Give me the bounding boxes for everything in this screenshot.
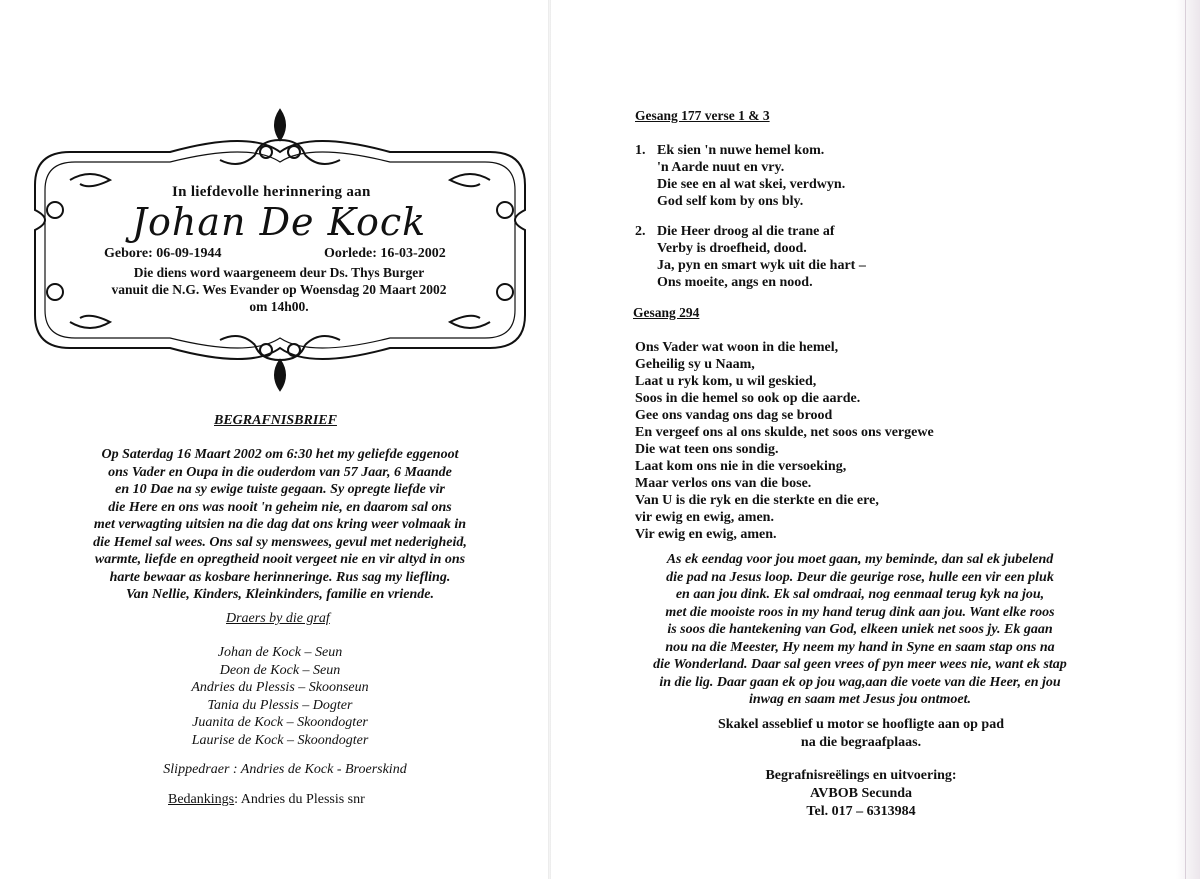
birth-date: Gebore: 06-09-1944	[104, 246, 222, 261]
verse-line: Ek sien 'n nuwe hemel kom.	[657, 143, 825, 158]
bearer: Laurise de Kock – Skoondogter	[191, 732, 369, 748]
verse-line: Die see en al wat skei, verdwyn.	[657, 177, 846, 192]
undertaker-line: Tel. 017 – 6313984	[806, 804, 916, 819]
poem-line: As ek eendag voor jou moet gaan, my beminde, dan sal ek jubelend	[666, 552, 1054, 567]
letter-line: Van Nellie, Kinders, Kleinkinders, familie en vriende.	[125, 587, 434, 602]
poem-line: die Wonderland. Daar sal geen vrees of pyn meer wees nie, want ek stap	[653, 657, 1067, 672]
prayer-line: Gee ons vandag ons dag se brood	[635, 408, 833, 423]
prayer-line: En vergeef ons al ons skulde, net soos ons vergewe	[635, 425, 934, 440]
letter-line: Op Saterdag 16 Maart 2002 om 6:30 het my geliefde eggenoot	[101, 447, 459, 462]
verse-line: Die Heer droog al die trane af	[657, 224, 835, 239]
prayer-line: Soos in die hemel so ook op die aarde.	[635, 391, 861, 406]
letter-line: die Here en ons was nooit 'n geheim nie, en daarom sal ons	[108, 499, 452, 515]
paper-edge	[1176, 0, 1200, 879]
verse-2	[635, 223, 955, 291]
bearers-title: Draers by die graf	[226, 611, 330, 626]
prayer-line: Vir ewig en ewig, amen.	[635, 527, 777, 542]
undertaker-line: AVBOB Secunda	[809, 786, 913, 801]
slip-bearer: Slippedraer : Andries de Kock - Broerskind	[163, 762, 407, 777]
letter-line: warmte, liefde en opregtheid nooit vergeet nie en vir altyd in ons	[94, 552, 466, 567]
prayer-line: Laat kom ons nie in die versoeking,	[635, 459, 847, 474]
prayer-line: Die wat teen ons sondig.	[635, 442, 779, 457]
paper-edge-line	[1185, 0, 1186, 879]
letter-line: met verwagting uitsien na die dag dat ons kring weer volmaak in	[93, 517, 467, 532]
ornamental-frame	[20, 100, 540, 400]
bearer: Andries du Plessis – Skoonseun	[191, 680, 369, 695]
service-line: om 14h00.	[249, 299, 309, 314]
death-date: Oorlede: 16-03-2002	[324, 246, 446, 261]
bearer: Johan de Kock – Seun	[217, 645, 343, 660]
undertaker-info	[711, 767, 1011, 821]
poem-line: is soos die hantekening van God, elkeen uniek net soos jy. Ek gaan	[667, 622, 1053, 637]
verse-number: 2.	[635, 224, 646, 239]
poem-line: nou na die Meester, Hy neem my hand in Syne en saam stap ons na	[665, 639, 1055, 655]
deceased-name: Johan De Kock	[131, 200, 427, 244]
hymn1-title: Gesang 177 verse 1 & 3	[635, 108, 770, 123]
thanks	[168, 792, 365, 808]
prayer-line: Maar verlos ons van die bose.	[635, 476, 812, 491]
notice-line: Skakel asseblief u motor se hoofligte aan op pad	[718, 717, 1004, 732]
hymn2-title: Gesang 294	[633, 305, 700, 320]
letter-line: ons Vader en Oupa in die ouderdom van 57 Jaar, 6 Maande	[108, 464, 452, 480]
prayer-line: vir ewig en ewig, amen.	[635, 510, 774, 525]
bearer: Juanita de Kock – Skoondogter	[192, 715, 368, 730]
letter-title: BEGRAFNISBRIEF	[214, 413, 337, 428]
prayer-line: Laat u ryk kom, u wil geskied,	[635, 374, 817, 389]
verse-line: Verby is droefheid, dood.	[657, 241, 807, 256]
undertaker-line: Begrafnisreëlings en uitvoering:	[765, 768, 957, 783]
poem-line: met die mooiste roos in my hand terug dink aan jou. Want elke roos	[665, 604, 1055, 620]
poem	[595, 551, 1125, 709]
bearer: Tania du Plessis – Dogter	[207, 697, 353, 713]
poem-line: die pad na Jesus loop. Deur die geurige rose, hulle een vir een pluk	[666, 569, 1054, 585]
bearers-list	[140, 644, 420, 749]
service-details	[60, 264, 498, 315]
verse-1	[635, 142, 935, 210]
letter-line: harte bewaar as kosbare herinneringe. Rus sag my liefling.	[109, 569, 451, 585]
verse-number: 1.	[635, 143, 646, 158]
right-page	[551, 0, 1200, 879]
verse-line: 'n Aarde nuut en vry.	[657, 160, 785, 175]
letter-line: die Hemel sal wees. Ons sal sy menswees, gevul met nederigheid,	[93, 534, 467, 550]
letter-line: en 10 Dae na sy ewige tuiste gegaan. Sy opregte liefde vir	[115, 482, 445, 497]
poem-line: in die lig. Daar gaan ek op jou wag,aan die voete van die Heer, en jou	[659, 674, 1061, 690]
verse-line: Ja, pyn en smart wyk uit die hart –	[657, 258, 866, 273]
left-page	[0, 0, 548, 879]
bearer: Deon de Kock – Seun	[219, 662, 341, 678]
verse-line: God self kom by ons bly.	[657, 194, 804, 209]
notice-line: na die begraafplaas.	[800, 735, 922, 750]
lords-prayer	[635, 339, 1035, 543]
prayer-line: Geheilig sy u Naam,	[635, 357, 755, 372]
funeral-letter	[40, 446, 520, 604]
prayer-line: Van U is die ryk en die sterkte en die ere,	[635, 493, 879, 508]
headlights-notice	[661, 716, 1061, 752]
poem-line: en aan jou dink. Ek sal omdraai, nog eenmaal terug kyk na jou,	[675, 587, 1045, 602]
service-line: Die diens word waargeneem deur Ds. Thys Burger	[133, 265, 425, 280]
verse-line: Ons moeite, angs en nood.	[657, 275, 813, 290]
prayer-line: Ons Vader wat woon in die hemel,	[635, 340, 839, 355]
service-line: vanuit die N.G. Wes Evander op Woensdag 20 Maart 2002	[111, 282, 447, 297]
memorial-intro: In liefdevolle herinnering aan	[172, 184, 371, 200]
poem-line: inwag en saam met Jesus jou ontmoet.	[748, 692, 972, 707]
thanks-value: : Andries du Plessis snr	[234, 792, 365, 807]
thanks-label: Bedankings	[168, 792, 235, 807]
